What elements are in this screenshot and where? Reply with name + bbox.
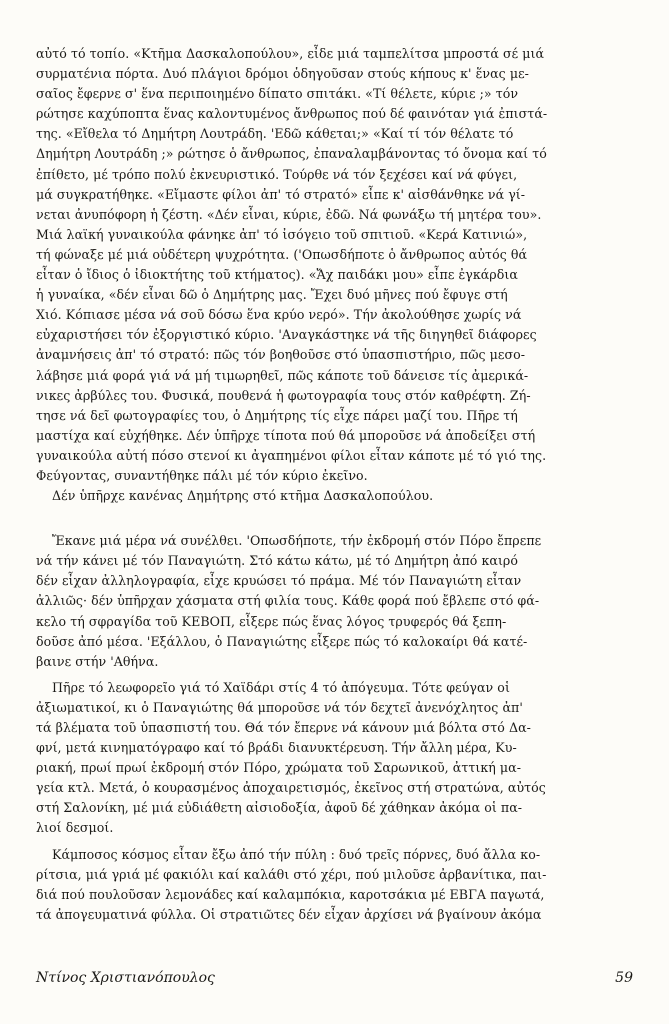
text-line: Δημήτρη Λουτράδη ;» ρώτησε ὁ ἄνθρωπος, ἐπαναλαμβάνοντας τό ὄνομα καί τό [36, 146, 547, 162]
text-line: συρματένια πόρτα. Δυό πλάγιοι δρόμοι ὁδηγοῦσαν στούς κήπους κ' ἕνας με- [36, 66, 529, 82]
text-line: διά πού πουλοῦσαν λεμονάδες καί καλαμπόκια, καροτσάκια μέ ΕΒΓΑ παγωτά, [36, 886, 545, 902]
text-line: νεται ἀνυπόφορη ἡ ζέστη. «Δέν εἶναι, κύριε, ἐδῶ. Νά φωνάξω τή μητέρα του». [36, 206, 542, 222]
text-line: μαστίχα καί εὐχήθηκε. Δέν ὑπῆρχε τίποτα πού θά μποροῦσε νά ἀποδείξει στή [36, 427, 536, 443]
text-line: Πῆρε τό λεωφορεῖο γιά τό Χαϊδάρι στίς 4 τό ἀπόγευμα. Τότε φεύγαν οἱ [52, 679, 510, 695]
text-line: Κάμποσος κόσμος εἶταν ἔξω ἀπό τήν πύλη : δυό τρεῖς πόρνες, δυό ἄλλα κο- [52, 846, 541, 862]
text-line: δέν εἶχαν ἀλληλογραφία, εἶχε κρυώσει τό πράμα. Μέ τόν Παναγιώτη εἶταν [36, 573, 522, 589]
text-line: νά τήν κάνει μέ τόν Παναγιώτη. Στό κάτω κάτω, μέ τό Δημήτρη ἀπό καιρό [36, 553, 519, 569]
text-line: ἀξιωματικοί, κι ὁ Παναγιώτης θά μποροῦσε νά τόν δεχτεῖ ἀνενόχλητος ἀπ' [36, 699, 523, 715]
text-line: σαῖος ἔφερνε σ' ἕνα περιποιημένο δίπατο σπιτάκι. «Τί θέλετε, κύριε ;» τόν [36, 86, 519, 102]
paragraph-4 [36, 678, 639, 839]
page-footer [36, 970, 633, 986]
text-line: Δέν ὑπῆρχε κανένας Δημήτρης στό κτῆμα Δασκαλοπούλου. [52, 488, 434, 504]
page-number: 59 [615, 970, 633, 986]
text-line: κελο τή σφραγίδα τοῦ ΚΕΒΟΠ, εἶξερε πώς ἕνας λόγος τρυφερός θά ξεπη- [36, 613, 507, 629]
text-line: Μιά λαϊκή γυναικούλα φάνηκε ἀπ' τό ἰσόγειο τοῦ σπιτιοῦ. «Κερά Κατινιώ», [36, 226, 528, 242]
text-line: λάβησε μιά φορά γιά νά μή τιμωρηθεῖ, πῶς κάποτε τοῦ δάνεισε τίς ἀμερικά- [36, 367, 529, 383]
body-text [36, 44, 639, 925]
text-line: μά συγκρατήθηκε. «Εἴμαστε φίλοι ἀπ' τό στρατό» εἶπε κ' αἰσθάνθηκε νά γί- [36, 186, 526, 202]
text-line: γυναικούλα αὐτή πόσο στενοί κι ἀγαπημένοι φίλοι εἶταν κάποτε μέ τό γιό της. [36, 447, 547, 463]
text-line: ἐπίθετο, μέ τρόπο πολύ ἐκνευριστικό. Τούρθε νά τόν ξεχέσει καί νά φύγει, [36, 166, 518, 182]
text-line: δοῦσε ἀπό μέσα. 'Εξάλλου, ὁ Παναγιώτης εἶξερε πώς τό καλοκαίρι θά κατέ- [36, 633, 528, 649]
text-line: ρίτσια, μιά γριά μέ φακιόλι καί καλάθι στό χέρι, πού μιλοῦσε ἀρβανίτικα, παι- [36, 866, 547, 882]
paragraph-2 [36, 486, 639, 506]
text-line: της. «Εἴθελα τό Δημήτρη Λουτράδη. 'Εδῶ κάθεται;» «Καί τί τόν θέλατε τό [36, 126, 514, 142]
text-line: εἶταν ὁ ἴδιος ὁ ἰδιοκτήτης τοῦ κτήματος). «Ἄχ παιδάκι μου» εἶπε ἐγκάρδια [36, 267, 518, 283]
author-name: Ντίνος Χριστιανόπουλος [36, 970, 215, 986]
text-line: λιοί δεσμοί. [36, 820, 114, 836]
text-line: τά ἀπογευματινά φύλλα. Οἱ στρατιῶτες δέν εἶχαν ἀρχίσει νά βγαίνουν ἀκόμα [36, 906, 542, 922]
text-line: τά βλέματα τοῦ ὑπασπιστή του. Θά τόν ἔπερνε νά κάνουν μιά βόλτα στό Δα- [36, 720, 531, 735]
text-line: φνί, μετά κινηματόγραφο καί τό βράδι διανυκτέρευση. Τήν ἄλλη μέρα, Κυ- [36, 740, 517, 756]
text-line: ἀναμνήσεις ἀπ' τό στρατό: πῶς τόν βοηθοῦσε στό ὑπασπιστήριο, πῶς μεσο- [36, 347, 526, 363]
paragraph-3 [36, 531, 639, 672]
text-line: αὐτό τό τοπίο. «Κτῆμα Δασκαλοπούλου», εἶδε μιά ταμπελίτσα μπροστά σέ μιά [36, 46, 545, 61]
text-line: ρώτησε καχύποπτα ἕνας καλοντυμένος ἄνθρωπος πού δέ φαινόταν γιά ἐπιστά- [36, 106, 548, 122]
text-line: Χιό. Κόπιασε μέσα νά σοῦ δόσω ἕνα κρύο νερό». Τήν ἀκολούθησε χωρίς νά [36, 307, 522, 323]
text-line: Ἔκανε μιά μέρα νά συνέλθει. 'Οπωσδήποτε, τήν ἐκδρομή στόν Πόρο ἔπρεπε [52, 533, 542, 549]
paragraph-5 [36, 845, 639, 925]
text-line: τησε νά δεῖ φωτογραφίες του, ὁ Δημήτρης τίς εἶχε πάρει μαζί του. Πῆρε τή [36, 407, 518, 423]
text-line: ἡ γυναίκα, «δέν εἶναι δῶ ὁ Δημήτρης μας. Ἔχει δυό μῆνες πού ἔφυγε στή [36, 287, 508, 303]
text-line: εὐχαριστήσει τόν ἐξοργιστικό κύριο. 'Αναγκάστηκε νά τῆς διηγηθεῖ διάφορες [36, 327, 537, 343]
text-line: Φεύγοντας, συναντήθηκε πάλι μέ τόν κύριο ἐκεῖνο. [36, 467, 368, 483]
text-line: ἀλλιῶς· δέν ὑπῆρχαν χάσματα στή φιλία τους. Κάθε φορά πού ἔβλεπε στό φά- [36, 593, 540, 609]
paragraph-1 [36, 44, 639, 486]
text-line: γεία κτλ. Μετά, ὁ κουρασμένος ἀποχαιρετισμός, ἐκεῖνος στή στρατώνα, αὐτός [36, 780, 546, 796]
text-line: στή Σαλονίκη, μέ μιά εὐδιάθετη αἰσιοδοξία, ἀφοῦ δέ χάθηκαν ἀκόμα οἱ πα- [36, 800, 523, 816]
text-line: νικες ἀρβύλες του. Φυσικά, πουθενά ἡ φωτογραφία τους στόν καθρέφτη. Ζή- [36, 387, 531, 403]
text-line: ριακή, πρωί πρωί ἐκδρομή στόν Πόρο, χρώματα τοῦ Σαρωνικοῦ, ἀττική μα- [36, 760, 522, 776]
text-line: βαινε στήν 'Αθήνα. [36, 653, 159, 669]
text-line: τή φώναξε μέ μιά οὐδέτερη ψυχρότητα. ('Οπωσδήποτε ὁ ἄνθρωπος αὐτός θά [36, 246, 528, 262]
